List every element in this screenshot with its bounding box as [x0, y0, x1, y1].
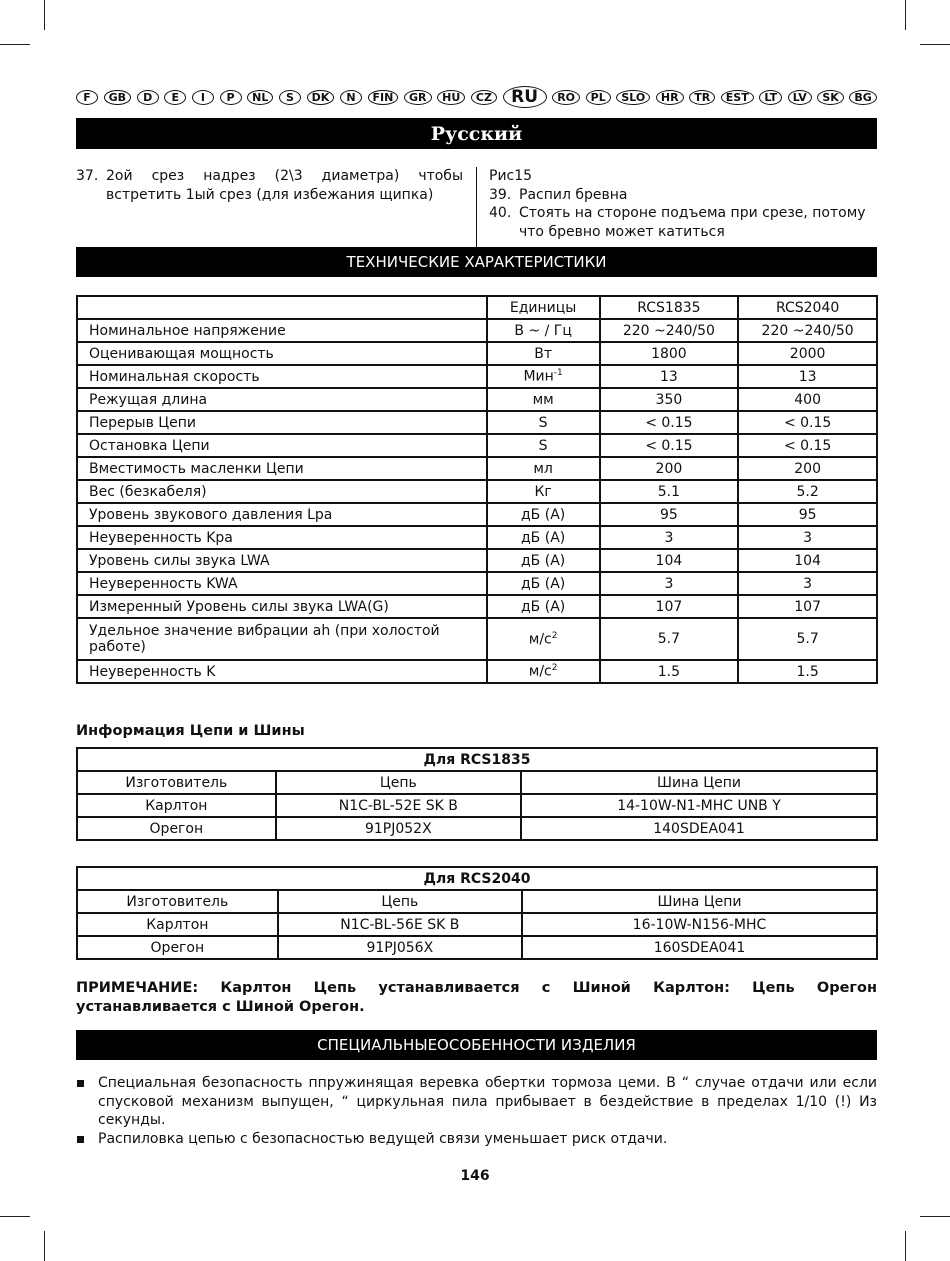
header-cell: Изготовитель	[77, 890, 278, 913]
chain-row	[77, 817, 877, 840]
spec-cell: В ~ / Гц	[487, 319, 600, 342]
spec-cell: Неуверенность Kpa	[77, 526, 487, 549]
intro-right-column	[489, 167, 877, 241]
spec-cell: дБ (A)	[487, 526, 600, 549]
language-badge-ru: RU	[503, 86, 547, 108]
spec-cell: S	[487, 411, 600, 434]
specs-section-title: ТЕХНИЧЕСКИЕ ХАРАКТЕРИСТИКИ	[76, 247, 877, 277]
language-badge-lt: LT	[759, 90, 782, 105]
spec-cell: 400	[738, 388, 877, 411]
chain-cell: Орегон	[77, 817, 276, 840]
step-item	[76, 167, 463, 204]
chain-header-row	[77, 771, 877, 794]
page-number: 146	[460, 1168, 490, 1184]
chain-cell: N1C-BL-52E SK B	[276, 794, 521, 817]
spec-cell: Удельное значение вибрации ah (при холостой работе)	[77, 618, 487, 660]
spec-cell: 220 ~240/50	[738, 319, 877, 342]
spec-cell: $м/с^2$	[487, 660, 600, 683]
spec-cell: 107	[600, 595, 739, 618]
crop-mark	[44, 0, 45, 30]
chain-cell: Орегон	[77, 936, 278, 959]
specs-row	[77, 595, 877, 618]
spec-cell: Режущая длина	[77, 388, 487, 411]
language-badge-f: F	[76, 90, 98, 105]
spec-cell: 200	[738, 457, 877, 480]
spec-cell: 200	[600, 457, 739, 480]
spec-cell: Номинальное напряжение	[77, 319, 487, 342]
specs-row	[77, 342, 877, 365]
spec-cell: 3	[738, 572, 877, 595]
spec-cell: < 0.15	[738, 434, 877, 457]
language-badge-d: D	[137, 90, 159, 105]
features-section-title: СПЕЦИАЛЬНЫЕОСОБЕННОСТИ ИЗДЕЛИЯ	[76, 1030, 877, 1060]
chain-table-title: Для RCS2040	[77, 867, 877, 890]
crop-mark	[920, 44, 950, 45]
chain-header-row	[77, 890, 877, 913]
header-cell: RCS2040	[738, 296, 877, 319]
specs-row	[77, 618, 877, 660]
spec-cell: 3	[600, 526, 739, 549]
column-divider	[476, 167, 477, 247]
spec-cell: 13	[600, 365, 739, 388]
header-cell: Шина Цепи	[522, 890, 877, 913]
language-badge-gb: GB	[104, 90, 131, 105]
chain-table-rcs1835	[76, 747, 878, 841]
spec-cell: 1800	[600, 342, 739, 365]
spec-cell: Вт	[487, 342, 600, 365]
header-cell	[77, 296, 487, 319]
language-badge-fin: FIN	[368, 90, 399, 105]
spec-cell: Мин$^{-1}$	[487, 365, 600, 388]
language-badge-cz: CZ	[471, 90, 497, 105]
header-cell: Шина Цепи	[521, 771, 877, 794]
spec-cell: Оценивающая мощность	[77, 342, 487, 365]
language-badge-sk: SK	[817, 90, 843, 105]
chain-cell: Карлтон	[77, 794, 276, 817]
chain-row	[77, 913, 877, 936]
spec-cell: Уровень силы звука LWA	[77, 549, 487, 572]
spec-cell: Кг	[487, 480, 600, 503]
language-badge-est: EST	[721, 90, 754, 105]
header-cell: Изготовитель	[77, 771, 276, 794]
spec-cell: 1.5	[600, 660, 739, 683]
spec-cell: мл	[487, 457, 600, 480]
specs-table	[76, 295, 878, 684]
spec-cell: 95	[738, 503, 877, 526]
header-cell: Единицы	[487, 296, 600, 319]
crop-mark	[905, 0, 906, 30]
language-badge-s: S	[279, 90, 301, 105]
spec-cell: 5.7	[738, 618, 877, 660]
chain-cell: N1C-BL-56E SK B	[278, 913, 522, 936]
spec-cell: 95	[600, 503, 739, 526]
specs-row	[77, 388, 877, 411]
spec-cell: 350	[600, 388, 739, 411]
spec-cell: 3	[738, 526, 877, 549]
step-number: 37.	[76, 168, 99, 184]
language-badge-n: N	[340, 90, 362, 105]
spec-cell: дБ (A)	[487, 572, 600, 595]
spec-cell: дБ (A)	[487, 595, 600, 618]
specs-row	[77, 480, 877, 503]
feature-text: Распиловка цепью с безопасностью ведущей связи уменьшает риск отдачи.	[98, 1130, 668, 1147]
language-badge-tr: TR	[689, 90, 715, 105]
specs-row	[77, 434, 877, 457]
chain-table-title-row	[77, 748, 877, 771]
spec-cell: < 0.15	[600, 434, 739, 457]
chain-table-title: Для RCS1835	[77, 748, 877, 771]
specs-row	[77, 503, 877, 526]
spec-cell: 3	[600, 572, 739, 595]
chain-row	[77, 794, 877, 817]
feature-text: Специальная безопасность ппружинящая веревка обертки тормоза цеми. В “ случае отдачи или если спусковой механизм выпущен, “ циркульная пила прибывает в бездействие в пределах 1/10 (!) Из секунды.	[98, 1075, 877, 1128]
spec-cell: $м/с^2$	[487, 618, 600, 660]
spec-cell: Измеренный Уровень силы звука LWA(G)	[77, 595, 487, 618]
specs-row	[77, 660, 877, 683]
intro-left-column	[76, 167, 463, 204]
spec-cell: Вместимость масленки Цепи	[77, 457, 487, 480]
features-list	[76, 1074, 877, 1148]
header-cell: Цепь	[276, 771, 521, 794]
step-text: Стоять на стороне подъема при срезе, потому что бревно может катиться	[519, 205, 866, 240]
intro-steps	[76, 167, 877, 247]
bullet-square-icon	[76, 1074, 98, 1130]
chain-row	[77, 936, 877, 959]
spec-cell: S	[487, 434, 600, 457]
spec-cell: Остановка Цепи	[77, 434, 487, 457]
specs-row	[77, 411, 877, 434]
step-item	[489, 204, 877, 241]
spec-cell: 5.1	[600, 480, 739, 503]
figure-reference: Рис15	[489, 168, 533, 184]
spec-cell: < 0.15	[738, 411, 877, 434]
language-badge-lv: LV	[788, 90, 812, 105]
spec-cell: 107	[738, 595, 877, 618]
language-badge-i: I	[192, 90, 214, 105]
spec-cell: Перерыв Цепи	[77, 411, 487, 434]
spec-cell: Номинальная скорость	[77, 365, 487, 388]
language-badge-hu: HU	[437, 90, 465, 105]
language-badge-dk: DK	[307, 90, 335, 105]
step-item	[489, 186, 877, 205]
chain-cell: 16-10W-N156-MHC	[522, 913, 877, 936]
language-badge-gr: GR	[404, 90, 432, 105]
specs-row	[77, 572, 877, 595]
spec-cell: Неуверенность KWA	[77, 572, 487, 595]
crop-mark	[920, 1216, 950, 1217]
spec-cell: дБ (A)	[487, 503, 600, 526]
spec-cell: Уровень звукового давления Lpa	[77, 503, 487, 526]
spec-cell: 2000	[738, 342, 877, 365]
spec-cell: < 0.15	[600, 411, 739, 434]
spec-cell: дБ (A)	[487, 549, 600, 572]
spec-cell: 5.7	[600, 618, 739, 660]
page-title: Русский	[76, 118, 877, 149]
spec-cell: 220 ~240/50	[600, 319, 739, 342]
language-badge-bg: BG	[849, 90, 876, 105]
spec-cell: мм	[487, 388, 600, 411]
specs-row	[77, 549, 877, 572]
specs-row	[77, 457, 877, 480]
language-badge-ro: RO	[552, 90, 580, 105]
step-text: 2ой срез надрез (2\3 диаметра) чтобы встретить 1ый срез (для избежания щипка)	[106, 168, 463, 203]
step-text: Распил бревна	[519, 186, 628, 203]
chain-cell: 91PJ052X	[276, 817, 521, 840]
language-badge-nl: NL	[247, 90, 273, 105]
step-number: 39.	[489, 186, 512, 203]
step-number: 40.	[489, 205, 512, 221]
chain-cell: 91PJ056X	[278, 936, 522, 959]
chain-info-heading: Информация Цепи и Шины	[76, 723, 305, 739]
chain-table-rcs2040	[76, 866, 878, 960]
language-badge-e: E	[164, 90, 186, 105]
chain-table-title-row	[77, 867, 877, 890]
header-cell: Цепь	[278, 890, 522, 913]
spec-cell: 104	[600, 549, 739, 572]
chain-cell: 14-10W-N1-MHC UNB Y	[521, 794, 877, 817]
spec-cell: Вес (безкабеля)	[77, 480, 487, 503]
spec-cell: 13	[738, 365, 877, 388]
feature-item	[76, 1074, 877, 1130]
crop-mark	[905, 1231, 906, 1261]
chain-cell: Карлтон	[77, 913, 278, 936]
feature-item	[76, 1130, 877, 1149]
specs-row	[77, 365, 877, 388]
spec-cell: 5.2	[738, 480, 877, 503]
crop-mark	[44, 1231, 45, 1261]
chain-cell: 140SDEA041	[521, 817, 877, 840]
language-badge-pl: PL	[586, 90, 611, 105]
spec-cell: Неуверенность K	[77, 660, 487, 683]
chain-cell: 160SDEA041	[522, 936, 877, 959]
language-selector	[76, 86, 877, 108]
spec-cell: 1.5	[738, 660, 877, 683]
specs-header-row	[77, 296, 877, 319]
spec-cell: 104	[738, 549, 877, 572]
language-badge-slo: SLO	[616, 90, 650, 105]
bullet-square-icon	[76, 1130, 98, 1149]
specs-row	[77, 526, 877, 549]
note-text: ПРИМЕЧАНИЕ: Карлтон Цепь устанавливается с Шиной Карлтон: Цепь Орегон устанавливается с Шиной Орегон.	[76, 980, 877, 1015]
crop-mark	[0, 1216, 30, 1217]
header-cell: RCS1835	[600, 296, 739, 319]
language-badge-hr: HR	[656, 90, 684, 105]
specs-row	[77, 319, 877, 342]
crop-mark	[0, 44, 30, 45]
language-badge-p: P	[220, 90, 242, 105]
